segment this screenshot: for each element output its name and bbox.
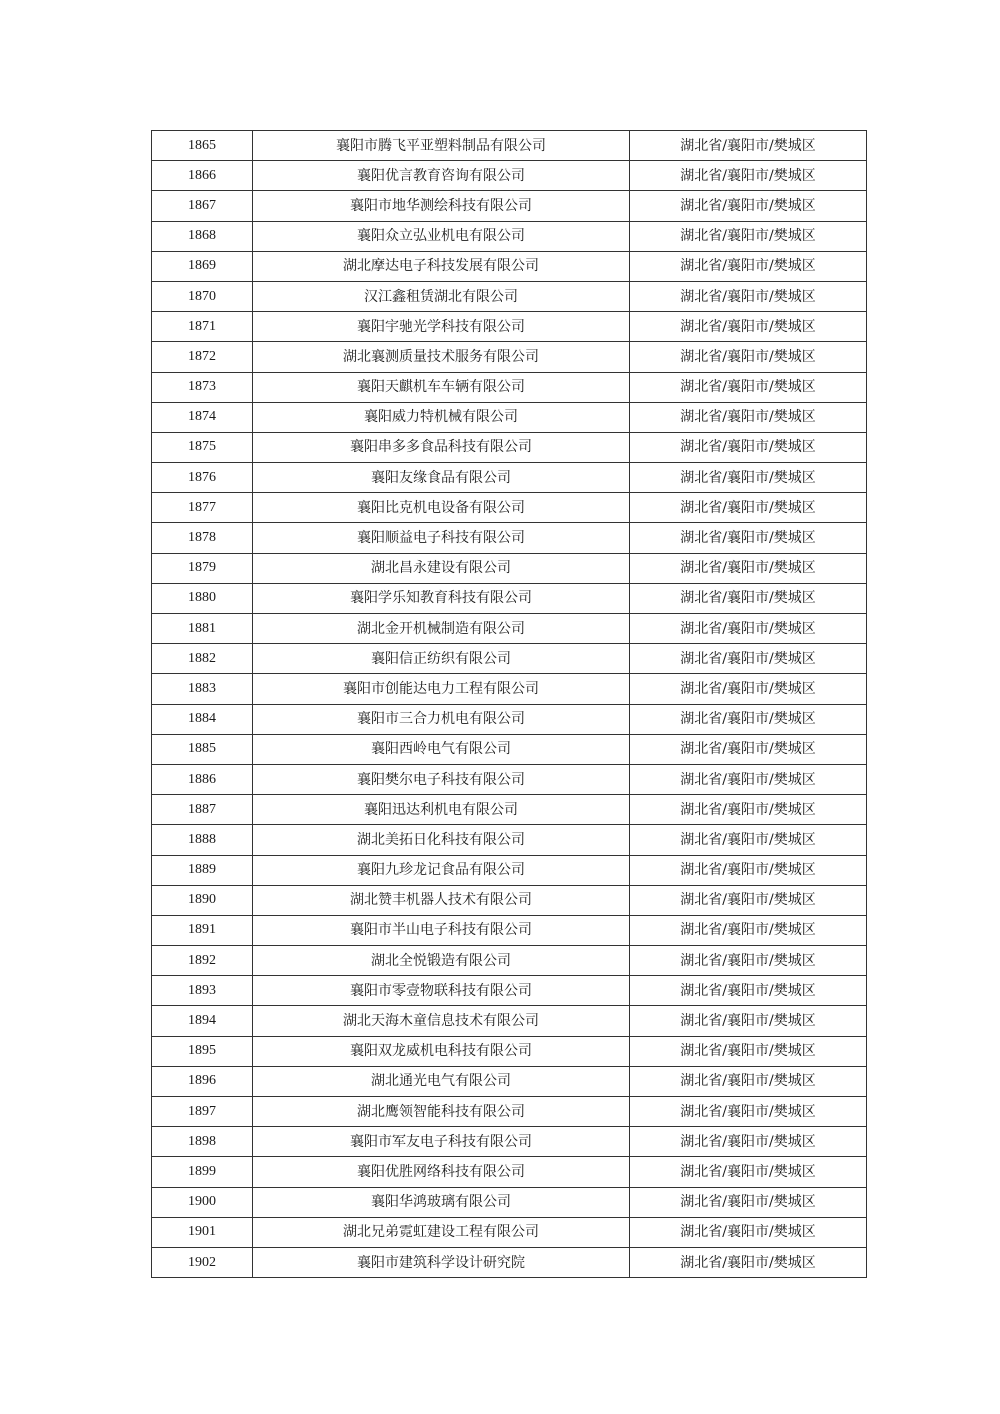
company-name: 襄阳双龙威机电科技有限公司 (253, 1036, 630, 1066)
company-location: 湖北省/襄阳市/樊城区 (630, 161, 867, 191)
row-number: 1894 (152, 1006, 253, 1036)
company-name: 湖北美拓日化科技有限公司 (253, 825, 630, 855)
table-row (152, 1247, 867, 1277)
company-name: 襄阳比克机电设备有限公司 (253, 493, 630, 523)
company-location: 湖北省/襄阳市/樊城区 (630, 614, 867, 644)
company-location: 湖北省/襄阳市/樊城区 (630, 1217, 867, 1247)
company-location: 湖北省/襄阳市/樊城区 (630, 372, 867, 402)
company-location: 湖北省/襄阳市/樊城区 (630, 191, 867, 221)
company-name: 湖北兄弟霓虹建设工程有限公司 (253, 1217, 630, 1247)
company-name: 湖北襄测质量技术服务有限公司 (253, 342, 630, 372)
company-location: 湖北省/襄阳市/樊城区 (630, 131, 867, 161)
company-name: 襄阳市地华测绘科技有限公司 (253, 191, 630, 221)
company-location: 湖北省/襄阳市/樊城区 (630, 976, 867, 1006)
company-name: 湖北赞丰机器人技术有限公司 (253, 885, 630, 915)
company-name: 襄阳市三合力机电有限公司 (253, 704, 630, 734)
company-name: 襄阳威力特机械有限公司 (253, 402, 630, 432)
row-number: 1891 (152, 915, 253, 945)
company-location: 湖北省/襄阳市/樊城区 (630, 915, 867, 945)
company-name: 湖北金开机械制造有限公司 (253, 614, 630, 644)
row-number: 1900 (152, 1187, 253, 1217)
company-name: 襄阳顺益电子科技有限公司 (253, 523, 630, 553)
row-number: 1893 (152, 976, 253, 1006)
company-name: 襄阳西岭电气有限公司 (253, 734, 630, 764)
company-location: 湖北省/襄阳市/樊城区 (630, 402, 867, 432)
table-row (152, 614, 867, 644)
table-row (152, 946, 867, 976)
company-location: 湖北省/襄阳市/樊城区 (630, 1036, 867, 1066)
row-number: 1895 (152, 1036, 253, 1066)
company-location: 湖北省/襄阳市/樊城区 (630, 463, 867, 493)
table-row (152, 885, 867, 915)
company-list-body (152, 131, 867, 1278)
row-number: 1892 (152, 946, 253, 976)
row-number: 1883 (152, 674, 253, 704)
table-row (152, 674, 867, 704)
company-location: 湖北省/襄阳市/樊城区 (630, 583, 867, 613)
company-location: 湖北省/襄阳市/樊城区 (630, 1247, 867, 1277)
company-name: 襄阳宇驰光学科技有限公司 (253, 312, 630, 342)
row-number: 1898 (152, 1127, 253, 1157)
company-location: 湖北省/襄阳市/樊城区 (630, 644, 867, 674)
company-location: 湖北省/襄阳市/樊城区 (630, 312, 867, 342)
row-number: 1902 (152, 1247, 253, 1277)
table-row (152, 432, 867, 462)
company-name: 襄阳华鸿玻璃有限公司 (253, 1187, 630, 1217)
table-row (152, 915, 867, 945)
table-row (152, 402, 867, 432)
company-name: 湖北通光电气有限公司 (253, 1066, 630, 1096)
table-row (152, 855, 867, 885)
row-number: 1897 (152, 1097, 253, 1127)
company-location: 湖北省/襄阳市/樊城区 (630, 825, 867, 855)
row-number: 1887 (152, 795, 253, 825)
company-name: 襄阳天麒机车车辆有限公司 (253, 372, 630, 402)
company-name: 襄阳市半山电子科技有限公司 (253, 915, 630, 945)
row-number: 1868 (152, 221, 253, 251)
table-row (152, 463, 867, 493)
company-name: 襄阳串多多食品科技有限公司 (253, 432, 630, 462)
table-row (152, 342, 867, 372)
company-name: 襄阳市创能达电力工程有限公司 (253, 674, 630, 704)
row-number: 1901 (152, 1217, 253, 1247)
table-row (152, 372, 867, 402)
table-row (152, 764, 867, 794)
company-location: 湖北省/襄阳市/樊城区 (630, 704, 867, 734)
company-name: 襄阳友缘食品有限公司 (253, 463, 630, 493)
table-row (152, 1127, 867, 1157)
company-name: 汉江鑫租赁湖北有限公司 (253, 281, 630, 311)
company-name: 襄阳学乐知教育科技有限公司 (253, 583, 630, 613)
row-number: 1865 (152, 131, 253, 161)
company-location: 湖北省/襄阳市/樊城区 (630, 764, 867, 794)
row-number: 1890 (152, 885, 253, 915)
row-number: 1885 (152, 734, 253, 764)
table-row (152, 131, 867, 161)
company-name: 湖北摩达电子科技发展有限公司 (253, 251, 630, 281)
table-row (152, 976, 867, 1006)
row-number: 1871 (152, 312, 253, 342)
company-location: 湖北省/襄阳市/樊城区 (630, 1157, 867, 1187)
row-number: 1889 (152, 855, 253, 885)
row-number: 1872 (152, 342, 253, 372)
company-location: 湖北省/襄阳市/樊城区 (630, 221, 867, 251)
company-name: 襄阳优胜网络科技有限公司 (253, 1157, 630, 1187)
company-location: 湖北省/襄阳市/樊城区 (630, 1006, 867, 1036)
row-number: 1874 (152, 402, 253, 432)
company-name: 湖北天海木童信息技术有限公司 (253, 1006, 630, 1036)
table-row (152, 161, 867, 191)
company-location: 湖北省/襄阳市/樊城区 (630, 1066, 867, 1096)
company-location: 湖北省/襄阳市/樊城区 (630, 523, 867, 553)
table-row (152, 221, 867, 251)
table-row (152, 644, 867, 674)
company-location: 湖北省/襄阳市/樊城区 (630, 493, 867, 523)
table-row (152, 281, 867, 311)
table-row (152, 1187, 867, 1217)
table-row (152, 1006, 867, 1036)
row-number: 1899 (152, 1157, 253, 1187)
company-location: 湖北省/襄阳市/樊城区 (630, 946, 867, 976)
table-row (152, 251, 867, 281)
row-number: 1881 (152, 614, 253, 644)
row-number: 1877 (152, 493, 253, 523)
table-row (152, 795, 867, 825)
table-row (152, 1157, 867, 1187)
company-name: 襄阳市零壹物联科技有限公司 (253, 976, 630, 1006)
row-number: 1867 (152, 191, 253, 221)
table-row (152, 1066, 867, 1096)
company-name: 襄阳九珍龙记食品有限公司 (253, 855, 630, 885)
company-location: 湖北省/襄阳市/樊城区 (630, 553, 867, 583)
company-location: 湖北省/襄阳市/樊城区 (630, 281, 867, 311)
row-number: 1866 (152, 161, 253, 191)
table-row (152, 1217, 867, 1247)
table-row (152, 825, 867, 855)
company-location: 湖北省/襄阳市/樊城区 (630, 885, 867, 915)
row-number: 1870 (152, 281, 253, 311)
row-number: 1884 (152, 704, 253, 734)
company-location: 湖北省/襄阳市/樊城区 (630, 342, 867, 372)
company-name: 襄阳市军友电子科技有限公司 (253, 1127, 630, 1157)
row-number: 1888 (152, 825, 253, 855)
company-name: 襄阳优言教育咨询有限公司 (253, 161, 630, 191)
row-number: 1880 (152, 583, 253, 613)
company-name: 襄阳众立弘业机电有限公司 (253, 221, 630, 251)
company-location: 湖北省/襄阳市/樊城区 (630, 1187, 867, 1217)
table-row (152, 493, 867, 523)
row-number: 1882 (152, 644, 253, 674)
table-row (152, 553, 867, 583)
row-number: 1886 (152, 764, 253, 794)
company-location: 湖北省/襄阳市/樊城区 (630, 1127, 867, 1157)
table-row (152, 191, 867, 221)
row-number: 1875 (152, 432, 253, 462)
table-row (152, 583, 867, 613)
table-row (152, 704, 867, 734)
row-number: 1876 (152, 463, 253, 493)
row-number: 1873 (152, 372, 253, 402)
company-name: 襄阳迅达利机电有限公司 (253, 795, 630, 825)
company-location: 湖北省/襄阳市/樊城区 (630, 795, 867, 825)
table-row (152, 1097, 867, 1127)
company-location: 湖北省/襄阳市/樊城区 (630, 855, 867, 885)
table-row (152, 1036, 867, 1066)
table-row (152, 734, 867, 764)
row-number: 1879 (152, 553, 253, 583)
table-row (152, 523, 867, 553)
company-location: 湖北省/襄阳市/樊城区 (630, 734, 867, 764)
company-name: 襄阳信正纺织有限公司 (253, 644, 630, 674)
company-name: 襄阳市建筑科学设计研究院 (253, 1247, 630, 1277)
company-name: 襄阳市腾飞平亚塑料制品有限公司 (253, 131, 630, 161)
company-name: 湖北全悦锻造有限公司 (253, 946, 630, 976)
company-location: 湖北省/襄阳市/樊城区 (630, 1097, 867, 1127)
row-number: 1869 (152, 251, 253, 281)
row-number: 1878 (152, 523, 253, 553)
company-location: 湖北省/襄阳市/樊城区 (630, 432, 867, 462)
company-name: 襄阳樊尔电子科技有限公司 (253, 764, 630, 794)
company-list-table (151, 130, 867, 1278)
company-name: 湖北鹰领智能科技有限公司 (253, 1097, 630, 1127)
table-row (152, 312, 867, 342)
company-location: 湖北省/襄阳市/樊城区 (630, 251, 867, 281)
row-number: 1896 (152, 1066, 253, 1096)
company-name: 湖北昌永建设有限公司 (253, 553, 630, 583)
company-location: 湖北省/襄阳市/樊城区 (630, 674, 867, 704)
